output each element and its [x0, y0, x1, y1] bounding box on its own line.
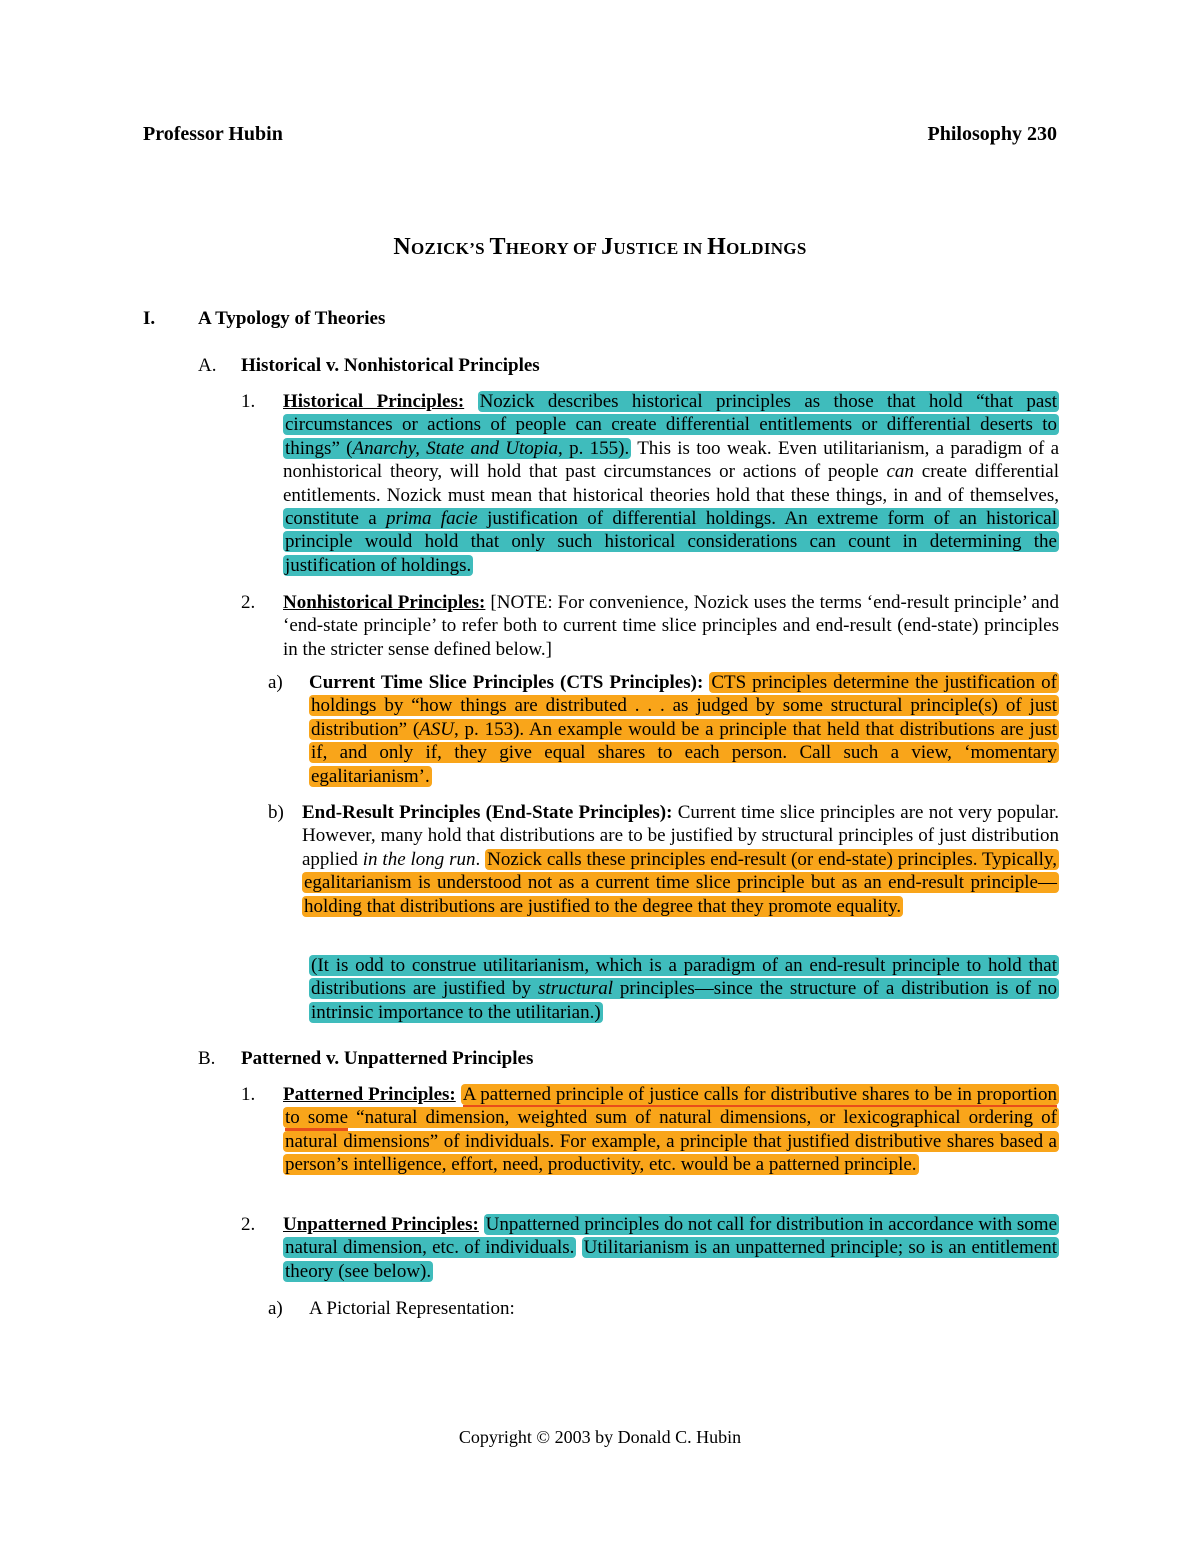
- title-part: USTICE IN: [613, 239, 708, 258]
- text-run: , p. 153). An example would be a principle that held that distributions are just if, and only if, they give equal shares to each person. Call such a view, ‘momentary egalitarianism’.: [311, 718, 1057, 787]
- text-run: (It is odd to construe utilitarianism, which is a paradigm of an end-result principle to hold that distributions are justified by: [311, 955, 1057, 1000]
- section-number: A.: [198, 355, 217, 376]
- highlight-teal: [309, 955, 1059, 1023]
- section-number: B.: [198, 1048, 216, 1069]
- item-label: Historical Principles:: [283, 391, 465, 412]
- section-heading: A Typology of Theories: [198, 308, 386, 329]
- item-number: 2.: [241, 1214, 256, 1235]
- text-run: create differential entitlements. Nozick must mean that historical theories hold that these things, in and of themselves,: [283, 461, 1059, 506]
- text-run: prima facie: [386, 508, 478, 530]
- item-number: b): [268, 802, 284, 823]
- text-run: .: [475, 848, 481, 870]
- text-run: justification of differential holdings. An extreme form of an historical principle would hold that only such historical considerations can count in determining the justification of holdings.: [285, 508, 1057, 576]
- highlight-teal: Utilitarianism is an unpatterned principle; so is an entitlement theory (see below).: [285, 1237, 1057, 1282]
- item-number: 1.: [241, 391, 256, 412]
- title-part: HEORY OF: [505, 239, 602, 258]
- item-label: Unpatterned Principles:: [283, 1214, 479, 1235]
- text-run: Nozick describes historical principles as those that hold “that past circumstances or actions of people can create differential entitlements or differential deserts to things” (: [285, 391, 1057, 459]
- highlight-teal: [283, 508, 1059, 576]
- text-run: “natural dimension, weighted sum of natural dimensions, or lexicographical ordering of natural dimensions” of individuals. For example, a principle that justified distributive shares based a person’s intelligence, effort, need, productivity, etc. would be a patterned principle.: [285, 1107, 1057, 1176]
- parenthetical-paragraph: [309, 954, 1059, 1024]
- item-paragraph: [309, 671, 1059, 788]
- text-run: structural: [538, 978, 613, 1000]
- header-professor: Professor Hubin: [143, 123, 283, 145]
- text-run: can: [886, 461, 914, 483]
- text-run: principles—since the structure of a distribution is of no intrinsic importance to the utilitarian.): [311, 978, 1057, 1023]
- highlight-teal: Unpatterned principles do not call for distribution in accordance with some natural dimension, etc. of individuals.: [285, 1214, 1057, 1259]
- item-number: a): [268, 1298, 283, 1319]
- copyright-footer: Copyright © 2003 by Donald C. Hubin: [458, 1427, 742, 1447]
- item-paragraph: [283, 390, 1059, 577]
- header-course: Philosophy 230: [927, 123, 1057, 145]
- item-label: Current Time Slice Principles (CTS Principles):: [309, 672, 704, 693]
- item-label: Nonhistorical Principles:: [283, 592, 486, 613]
- text-run: CTS principles determine the justification of holdings by “how things are distributed . . . as judged by some structural principle(s) of just distribution” (: [311, 672, 1057, 740]
- text-run: in the long run: [362, 848, 476, 870]
- item-number: a): [268, 672, 283, 693]
- title-part: H: [707, 234, 727, 260]
- item-text: A Pictorial Representation:: [309, 1298, 515, 1319]
- text-run: ASU: [419, 718, 454, 740]
- item-number: 2.: [241, 592, 256, 613]
- section-heading: Patterned v. Unpatterned Principles: [241, 1048, 534, 1069]
- item-label: End-Result Principles (End-State Principles):: [302, 802, 673, 823]
- text-run: Anarchy, State and Utopia: [352, 437, 559, 459]
- item-paragraph: [283, 1213, 1059, 1283]
- title-part: T: [489, 234, 506, 260]
- title-part: OZICK’S: [411, 239, 490, 258]
- text-run: [NOTE: For convenience, Nozick uses the terms ‘end-result principle’ and ‘end-state principle’ to refer both to current time slice principles and end-result (end-state) principles in the stricter sense defined below.]: [283, 592, 1059, 660]
- item-number: 1.: [241, 1084, 256, 1105]
- section-heading: Historical v. Nonhistorical Principles: [241, 355, 540, 376]
- text-run: , p. 155).: [558, 437, 630, 459]
- text-run: A patterned principle of justice calls for distributive shares to be in proportion to some: [285, 1084, 1057, 1131]
- document-title: [0, 234, 1200, 261]
- item-paragraph: [283, 1083, 1059, 1177]
- title-part: J: [601, 234, 614, 260]
- item-paragraph: [302, 801, 1059, 918]
- item-label: Patterned Principles:: [283, 1084, 456, 1105]
- title-part: OLDINGS: [726, 239, 807, 258]
- text-run: constitute a: [285, 508, 387, 530]
- title-part: N: [393, 234, 412, 260]
- text-run: Current time slice principles are not very popular. However, many hold that distributions are to be justified by structural principles of just distribution applied: [302, 802, 1059, 870]
- highlight-orange: Nozick calls these principles end-result (or end-state) principles. Typically, egalitarianism is understood not as a current time slice principle but as an end-result principle—holding that distributions are justified to the degree that they promote equality.: [304, 848, 1057, 917]
- text-run: This is too weak. Even utilitarianism, a paradigm of a nonhistorical theory, will hold that past circumstances or actions of people: [283, 437, 1059, 483]
- item-paragraph: [283, 591, 1059, 661]
- section-number: I.: [143, 308, 156, 329]
